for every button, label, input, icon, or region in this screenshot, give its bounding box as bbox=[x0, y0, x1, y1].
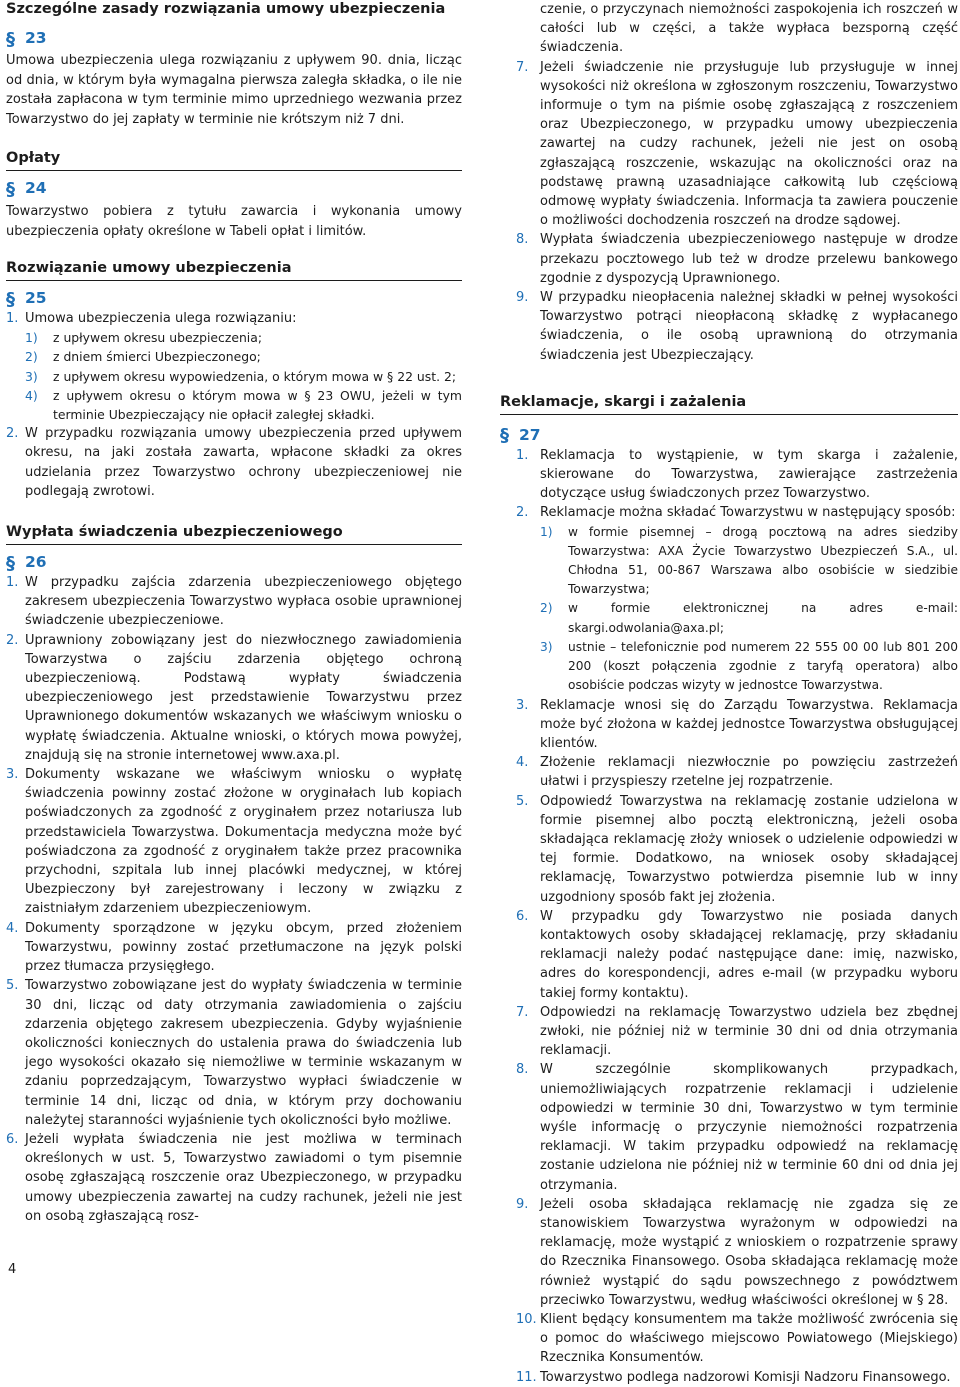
paragraph-27-list bbox=[500, 446, 958, 1387]
svg-text:§: § bbox=[500, 425, 509, 445]
list-item: 4. Dokumenty sporządzone w języku obcym, przed złożeniem Towarzystwu, powinny zostać przetłumaczone na język polski przez tłumacza przysięgłego. bbox=[6, 920, 462, 975]
list-item: 4) z upływem okresu o którym mowa w § 23 OWU, jeżeli w tym terminie Ubezpieczający nie opłacił zaległej składki. bbox=[25, 387, 462, 423]
svg-text:§: § bbox=[6, 178, 15, 198]
list-item: 6. W przypadku gdy Towarzystwo nie posiada danych kontaktowych osoby składającej reklamację, przy składaniu reklamacji należy podać następujące dane: imię, nazwisko, adres do korespondencji, adres e-mail (w przypadku wyboru takiej formy kontaktu). bbox=[516, 908, 958, 1001]
svg-text:§: § bbox=[6, 28, 15, 48]
list-item: 3) ustnie – telefonicznie pod numerem 22 555 00 00 lub 801 200 200 (koszt połączenia zgodnie z taryfą operatora) albo osobiście podczas wizyty w jednostce Towarzystwa. bbox=[540, 639, 958, 693]
svg-text:§: § bbox=[6, 288, 15, 308]
list-item: 2) z dniem śmierci Ubezpieczonego; bbox=[25, 349, 261, 365]
paragraph-25-list bbox=[6, 309, 462, 501]
paragraph-26-list-continued bbox=[500, 0, 958, 365]
termination-sublist bbox=[25, 328, 462, 424]
left-column bbox=[6, 0, 462, 1226]
paragraph-23-text: Umowa ubezpieczenia ulega rozwiązaniu z upływem 90. dnia, licząc od dnia, w którym była wymagalna pierwsza zaległa składka, o ile nie została zapłacona w tym terminie mimo uprzedniego wezwania przez Towarzystwo do jej zapłaty w terminie nie krótszym niż 7 dni. bbox=[6, 53, 462, 127]
list-item: 9. Jeżeli osoba składająca reklamację nie zgadza się ze stanowiskiem Towarzystwa wyrażonym w odpowiedzi na reklamację, może wystąpić z wnioskiem o rozpatrzenie sprawy do Rzecznika Finansowego. Osoba składająca reklamację może również wystąpić do sądu powszechnego z powództwem przeciwko Towarzystwu, według właściwości określonej w § 28. bbox=[516, 1196, 958, 1308]
list-item: 3. Dokumenty wskazane we właściwym wniosku o wypłatę świadczenia powinny zostać złożone w oryginałach lub kopiach poświadczonych za zgodność z oryginałem przez notariusza lub przedstawiciela Towarzystwa. Dokumentacja medyczna może być poświadczona za zgodność z oryginałem także przez pracownika przychodni, szpitala lub innej placówki medycznej, w której Ubezpieczony był zarejestrowany i leczony w związku z zaistniałym zdarzeniem ubezpieczeniowym. bbox=[6, 767, 462, 917]
section-sign-icon bbox=[6, 289, 19, 308]
list-item: 8. Wypłata świadczenia ubezpieczeniowego następuje w drodze przekazu pocztowego lub też w drodze przelewu bankowego zgodnie z dyspozycją Uprawnionego. bbox=[516, 232, 958, 286]
list-item: 1) w formie pisemnej – drogą pocztową na adres siedziby Towarzystwa: AXA Życie Towarzystwo Ubezpieczeń S.A., ul. Chłodna 51, 00-867 Warszawa albo osobiście w siedzibie Towarzystwa; bbox=[540, 524, 958, 597]
section-sign-icon bbox=[6, 29, 19, 48]
list-item: 2. W przypadku rozwiązania umowy ubezpieczenia przed upływem okresu, na jaki została zawarta, wpłacone składki za okres udzielania przez Towarzystwo ochrony ubezpieczeniowej nie podlegają zwrotowi. bbox=[6, 426, 462, 499]
svg-text:§: § bbox=[6, 552, 15, 572]
list-item: 9. W przypadku nieopłacenia należnej składki w pełnej wysokości Towarzystwo potrąci nieopłaconą składkę z wypłacanego świadczenia, o ile osobą uprawnioną do otrzymania świadczenia jest Ubezpieczający. bbox=[516, 290, 958, 363]
complaint-methods-sublist bbox=[540, 523, 958, 696]
paragraph-26-list bbox=[6, 573, 462, 1226]
list-item: 3) z upływem okresu wypowiedzenia, o którym mowa w § 22 ust. 2; bbox=[25, 368, 456, 384]
list-item: 7. Jeżeli świadczenie nie przysługuje lub przysługuje w innej wysokości niż określona w zgłoszonym roszczeniu, Towarzystwo informuje o tym na piśmie osobę zgłaszającą z roszczeniem oraz Ubezpieczonego, w przypadku umowy ubezpieczenia zawartej na cudzy rachunek, jeżeli nie jest on osobą zgłaszającą roszczenie, wskazując na okoliczności oraz na podstawę prawną uzasadniające całkowitą lub częściową odmowę wypłaty świadczenia. Informacja ta zawiera pouczenie o możliwości dochodzenia roszczeń na drodze sądowej. bbox=[516, 59, 958, 229]
list-item: 8. W szczególnie skomplikowanych przypadkach, uniemożliwiających rozpatrzenie reklamacji i udzielenie odpowiedzi w terminie 30 dni, Towarzystwo w tym terminie wyśle informację o przyczynie niemożności rozpatrzenia reklamacji. W takim przypadku odpowiedź na reklamację zostanie udzielona nie później niż w terminie 60 dni od dnia jej otrzymania. bbox=[516, 1062, 958, 1193]
section-title-fees: Opłaty bbox=[6, 149, 462, 171]
list-item: 7. Odpowiedzi na reklamację Towarzystwo udziela bez zbędnej zwłoki, nie później niż w terminie 30 dni od dnia otrzymania reklamacji. bbox=[516, 1004, 958, 1059]
list-item: czenie, o przyczynach niemożności zaspokojenia ich roszczeń w całości lub w części, a także wypłaca bezsporną część świadczenia. bbox=[540, 2, 958, 56]
section-title-termination: Rozwiązanie umowy ubezpieczenia bbox=[6, 259, 462, 281]
list-item: 5. Odpowiedź Towarzystwa na reklamację zostanie udzielona w formie pisemnej albo pocztą elektroniczną, jeżeli osoba składająca reklamację złoży wniosek o udzielenie odpowiedzi w tej formie. Dodatkowo, na wniosek osoby składającej reklamację, Towarzystwo potwierdza pisemnie lub w inny uzgodniony sposób fakt jej złożenia. bbox=[516, 793, 958, 905]
list-item: 2) w formie elektronicznej na adres e-mail: skargi.odwolania@axa.pl; bbox=[540, 601, 958, 635]
list-item: 3. Reklamacje wnosi się do Zarządu Towarzystwa. Reklamacja może być złożona w każdej jednostce Towarzystwa obsługującej klientów. bbox=[516, 697, 958, 751]
paragraph-24-text: Towarzystwo pobiera z tytułu zawarcia i wykonania umowy ubezpieczenia opłaty określone w Tabeli opłat i limitów. bbox=[6, 204, 462, 239]
section-sign-icon bbox=[500, 425, 513, 444]
list-item: 1) z upływem okresu ubezpieczenia; bbox=[25, 330, 263, 346]
section-title-benefit-payment: Wypłata świadczenia ubezpieczeniowego bbox=[6, 523, 462, 545]
list-item: 6. Jeżeli wypłata świadczenia nie jest możliwa w terminach określonych w ust. 5, Towarzystwo zawiadomi o tym pisemnie osobę zgłaszającą roszczenie oraz Ubezpieczonego, w przypadku umowy ubezpieczenia zawartej na cudzy rachunek, jeżeli nie jest on osobą zgłaszającą rosz- bbox=[6, 1131, 462, 1224]
section-sign-icon bbox=[6, 553, 19, 572]
list-item: 10. Klient będący konsumentem ma także możliwość zwrócenia się o pomoc do właściwego miejscowo Powiatowego (Miejskiego) Rzecznika Konsumentów. bbox=[516, 1312, 958, 1366]
list-item: 2. Reklamacje można składać Towarzystwu w następujący sposób: 1) w formie pisemnej – drogą pocztową na adres siedziby Towarzystwa: AXA Życie Towarzystwo Ubezpieczeń S.A., ul. Chłodna 51, 00-867 Warszawa albo osobiście w siedzibie Towarzystwa; 2) w formie elektronicznej na adres e-mail: skargi.odwolania@axa.pl; 3) ustnie – telefonicznie pod numerem 22 555 00 00 lub 801 200 200 (koszt połączenia zgodnie z taryfą operatora) albo osobiście podczas wizyty w jednostce Towarzystwa. bbox=[500, 503, 958, 695]
list-item: 5. Towarzystwo zobowiązane jest do wypłaty świadczenia w terminie 30 dni, licząc od daty otrzymania zawiadomienia o zajściu zdarzenia objętego zakresem ubezpieczenia. Gdyby wyjaśnienie okoliczności koniecznych do ustalenia prawa do świadczenia lub jego wysokości okazało się niemożliwe w terminie wskazanym w zdaniu poprzedzającym, Towarzystwo wypłaci świadczenie w terminie 14 dni, licząc od dnia, w którym przy dochowaniu należytej staranności wyjaśnienie tych okoliczności było możliwe. bbox=[6, 978, 462, 1128]
paragraph-23-number: § 23 bbox=[6, 28, 47, 48]
section-sign-icon bbox=[6, 179, 19, 198]
list-item: 2. Uprawniony zobowiązany jest do niezwłocznego zawiadomienia Towarzystwa o zajściu zdarzenia objętego ochroną ubezpieczeniową. Podstawą wypłaty świadczenia ubezpieczeniowego jest przedstawienie Towarzystwu przez Uprawnionego dokumentów wskazanych we właściwym wniosku o wypłatę świadczenia. Aktualne wnioski, o których mowa powyżej, znajdują się na stronie internetowej www.axa.pl. bbox=[6, 632, 462, 763]
paragraph-26-number: § 26 bbox=[6, 552, 47, 572]
paragraph-24-number: § 24 bbox=[6, 178, 47, 198]
list-item: 1. Umowa ubezpieczenia ulega rozwiązaniu: 1) z upływem okresu ubezpieczenia; 2) z dniem śmierci Ubezpieczonego; 3) z upływem okresu wypowiedzenia, o którym mowa w § 22 ust. 2; 4) z upływem okresu o którym mowa w § 23 OWU, jeżeli w tym terminie Ubezpieczający nie opłacił zaległej składki. bbox=[6, 309, 462, 424]
section-title-complaints: Reklamacje, skargi i zażalenia bbox=[500, 393, 958, 415]
list-item: 1. W przypadku zajścia zdarzenia ubezpieczeniowego objętego zakresem ubezpieczenia Towarzystwo wypłaca osobie uprawnionej świadczenie ubezpieczeniowe. bbox=[6, 575, 462, 629]
paragraph-27-number: § 27 bbox=[500, 425, 541, 445]
page-number: 4 bbox=[8, 1262, 17, 1277]
list-item: 4. Złożenie reklamacji niezwłocznie po powzięciu zastrzeżeń ułatwi i przyspieszy rzetelne jej rozpatrzenie. bbox=[516, 755, 958, 790]
paragraph-25-number: § 25 bbox=[6, 288, 47, 308]
right-column bbox=[500, 0, 958, 1387]
section-title-special-termination: Szczególne zasady rozwiązania umowy ubezpieczenia bbox=[6, 1, 446, 17]
list-item: 11. Towarzystwo podlega nadzorowi Komisji Nadzoru Finansowego. bbox=[516, 1369, 951, 1385]
list-item: 1. Reklamacja to wystąpienie, w tym skarga i zażalenie, skierowane do Towarzystwa, zawierające zastrzeżenia dotyczące usług świadczonych przez Towarzystwo. bbox=[516, 447, 958, 502]
